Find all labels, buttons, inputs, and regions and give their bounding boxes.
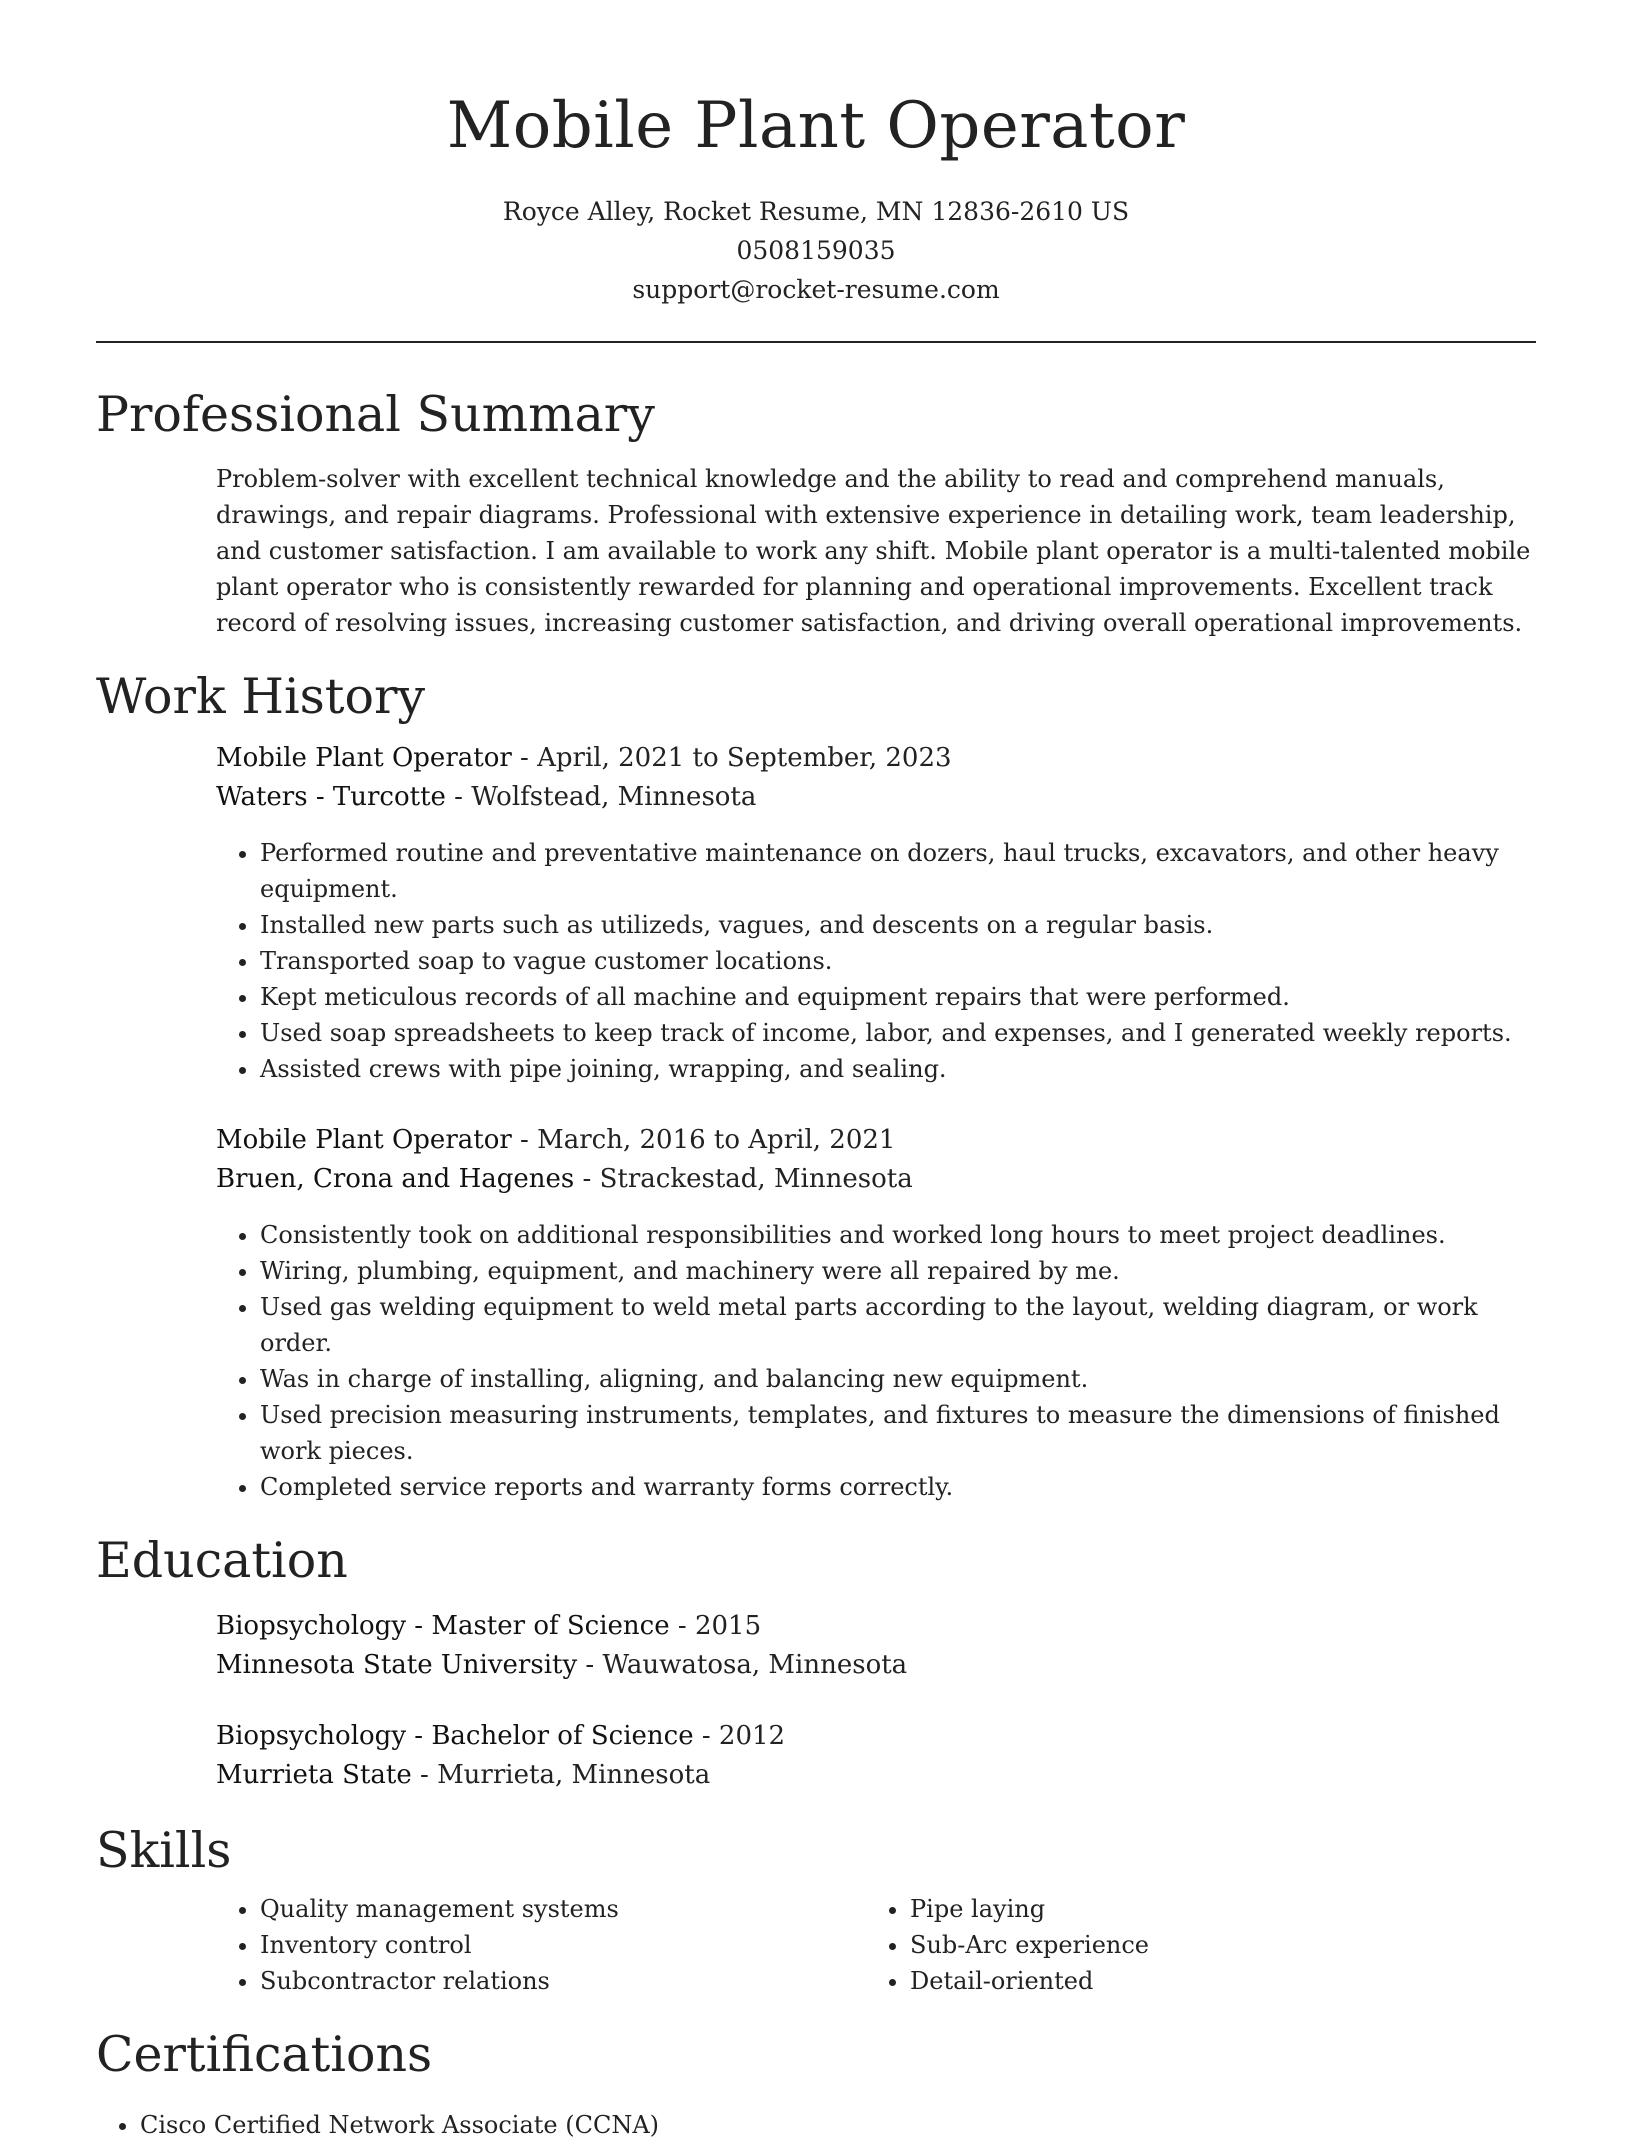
job-bullet: • Used gas welding equipment to weld metal parts according to the layout, welding diagram, or work order. — [260, 1289, 1536, 1361]
education-school-line — [216, 1756, 1536, 1795]
section-title-certifications: Certifications — [96, 2026, 433, 2083]
job-bullet: • Kept meticulous records of all machine and equipment repairs that were performed. — [260, 979, 1536, 1015]
job-bullets — [216, 1217, 1536, 1505]
education-degree-line — [216, 1717, 1536, 1756]
job-dates: - April, 2021 to September, 2023 — [511, 743, 952, 773]
job-title-line — [216, 739, 1536, 778]
job-location: - Strackestad, Minnesota — [574, 1164, 913, 1194]
skill-item: • Subcontractor relations — [260, 1963, 866, 1999]
job-bullet: • Was in charge of installing, aligning, and balancing new equipment. — [260, 1361, 1536, 1397]
education-school: Minnesota State University — [216, 1650, 578, 1680]
job-title-line — [216, 1121, 1536, 1160]
skills-column-left — [216, 1891, 866, 1999]
job-bullet: • Completed service reports and warranty forms correctly. — [260, 1469, 1536, 1505]
job-company-line — [216, 1160, 1536, 1199]
skills-column-right — [866, 1891, 1516, 1999]
job-entry — [216, 739, 1536, 1087]
job-bullet: • Used precision measuring instruments, templates, and fixtures to measure the dimensions of finished work pieces. — [260, 1397, 1536, 1469]
education-location: - Murrieta, Minnesota — [411, 1760, 711, 1790]
job-company: Bruen, Crona and Hagenes — [216, 1164, 575, 1194]
education-degree: Biopsychology - Master of Science — [216, 1611, 670, 1641]
job-role: Mobile Plant Operator — [216, 743, 512, 773]
section-title-education: Education — [96, 1532, 348, 1589]
education-location: - Wauwatosa, Minnesota — [577, 1650, 908, 1680]
job-bullet: • Transported soap to vague customer locations. — [260, 943, 1536, 979]
education-year: - 2012 — [693, 1721, 786, 1751]
job-bullet: • Assisted crews with pipe joining, wrapping, and sealing. — [260, 1051, 1536, 1087]
summary-text: Problem-solver with excellent technical knowledge and the ability to read and comprehend manuals, drawings, and repair diagrams. Professional with extensive experience in detailing work, team leadership, and customer satisfaction. I am available to work any shift. Mobile plant operator is a multi-talented mobile plant operator who is consistently rewarded for planning and operational improvements. Excellent track record of resolving issues, increasing customer satisfaction, and driving overall operational improvements. — [216, 465, 1531, 637]
header-divider — [96, 341, 1536, 343]
section-title-work-history: Work History — [96, 668, 426, 725]
job-company-line — [216, 778, 1536, 817]
job-dates: - March, 2016 to April, 2021 — [511, 1125, 896, 1155]
contact-phone: 0508159035 — [736, 236, 896, 265]
job-bullet: • Performed routine and preventative maintenance on dozers, haul trucks, excavators, and other heavy equipment. — [260, 835, 1536, 907]
job-location: - Wolfstead, Minnesota — [445, 782, 757, 812]
certification-item: • Cisco Certified Network Associate (CCNA) — [140, 2107, 1536, 2143]
education-degree: Biopsychology - Bachelor of Science — [216, 1721, 694, 1751]
education-entry — [216, 1607, 1536, 1685]
section-title-summary: Professional Summary — [96, 386, 655, 443]
section-title-skills: Skills — [96, 1822, 232, 1879]
job-entry — [216, 1121, 1536, 1505]
job-bullet: • Wiring, plumbing, equipment, and machinery were all repaired by me. — [260, 1253, 1536, 1289]
job-bullet: • Used soap spreadsheets to keep track of income, labor, and expenses, and I generated weekly reports. — [260, 1015, 1536, 1051]
certification-list — [96, 2107, 1536, 2143]
skill-item: • Detail-oriented — [910, 1963, 1516, 1999]
skill-item: • Quality management systems — [260, 1891, 866, 1927]
education-year: - 2015 — [669, 1611, 762, 1641]
contact-block — [96, 192, 1536, 309]
education-school-line — [216, 1646, 1536, 1685]
skill-item: • Inventory control — [260, 1927, 866, 1963]
education-degree-line — [216, 1607, 1536, 1646]
job-bullet: • Consistently took on additional responsibilities and worked long hours to meet project deadlines. — [260, 1217, 1536, 1253]
candidate-title: Mobile Plant Operator — [446, 89, 1186, 163]
skill-item: • Pipe laying — [910, 1891, 1516, 1927]
job-company: Waters - Turcotte — [216, 782, 446, 812]
skills-grid — [216, 1891, 1536, 1999]
job-bullets — [216, 835, 1536, 1087]
skill-item: • Sub-Arc experience — [910, 1927, 1516, 1963]
contact-address: Royce Alley, Rocket Resume, MN 12836-2610 US — [502, 197, 1130, 226]
job-bullet: • Installed new parts such as utilizeds, vagues, and descents on a regular basis. — [260, 907, 1536, 943]
contact-email[interactable]: support@rocket-resume.com — [632, 275, 1000, 304]
resume-page — [96, 0, 1536, 2143]
resume-header — [96, 0, 1536, 309]
education-entry — [216, 1717, 1536, 1795]
job-role: Mobile Plant Operator — [216, 1125, 512, 1155]
education-school: Murrieta State — [216, 1760, 412, 1790]
